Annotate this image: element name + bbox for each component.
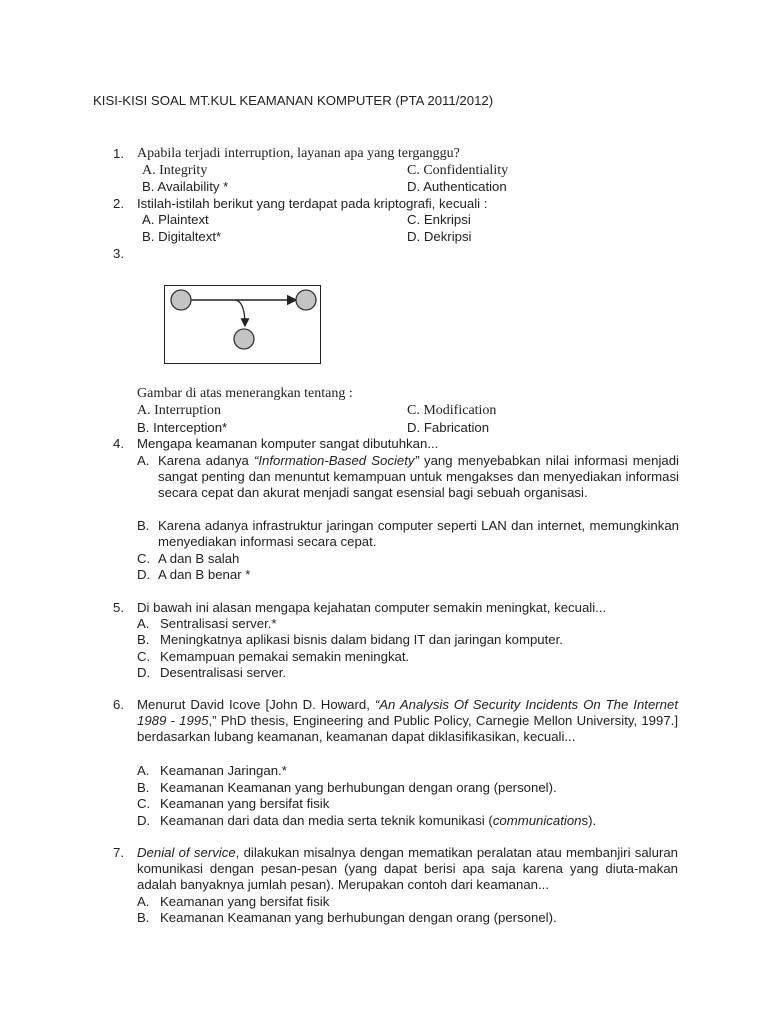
q4-option-b-text: Karena adanya infrastruktur jaringan computer seperti LAN dan internet, memungkinkan menyediakan informasi secara cepat. (158, 518, 679, 549)
q7-number: 7. (113, 845, 124, 860)
q7-option-b-text: Keamanan Keamanan yang berhubungan dengan orang (personel). (160, 910, 557, 925)
q6-number: 6. (113, 697, 124, 712)
q1-option-a: A. Integrity (142, 163, 208, 178)
q3-text: Gambar di atas menerangkan tentang : (137, 386, 353, 401)
q5-option-c-text: Kemampuan pemakai semakin meningkat. (160, 649, 410, 664)
q6-option-a-text: Keamanan Jaringan.* (160, 763, 287, 778)
q6-option-b-label: B. (137, 780, 150, 795)
q5-text: Di bawah ini alasan mengapa kejahatan computer semakin meningkat, kecuali... (137, 600, 607, 615)
source-node (171, 290, 191, 310)
page-title: KISI-KISI SOAL MT.KUL KEAMANAN KOMPUTER (PTA 2011/2012) (93, 93, 494, 108)
q4-option-b-label: B. (137, 518, 150, 533)
q7-option-b-label: B. (137, 910, 150, 925)
q6-option-b-text: Keamanan Keamanan yang berhubungan dengan orang (personel). (160, 780, 557, 795)
q2-text: Istilah-istilah berikut yang terdapat pada kriptografi, kecuali : (137, 196, 488, 211)
q5-option-a-label: A. (137, 616, 150, 631)
q1-option-d: D. Authentication (407, 179, 507, 194)
q5-option-c-label: C. (137, 649, 151, 664)
q6-text: Menurut David Icove [John D. Howard, “An Analysis Of Security Incidents On The Internet 1989 - 1995,” PhD thesis, Engineering and Public Policy, Carnegie Mellon University, 1997.] berdasarkan lubang keamanan, keamanan dapat diklasifikasikan, kecuali... (137, 697, 679, 744)
q3-number: 3. (113, 246, 124, 261)
q5-option-a-text: Sentralisasi server.* (160, 616, 277, 631)
q3-option-a: A. Interruption (137, 403, 221, 418)
interception-diagram (164, 285, 321, 364)
q1-number: 1. (113, 146, 124, 161)
q1-text: Apabila terjadi interruption, layanan apa yang terganggu? (137, 146, 460, 161)
q5-option-b-label: B. (137, 632, 150, 647)
destination-node (296, 290, 316, 310)
q5-number: 5. (113, 600, 124, 615)
intercept-arrow (235, 300, 245, 326)
q4-option-a-label: A. (137, 453, 150, 468)
q4-text: Mengapa keamanan komputer sangat dibutuhkan... (137, 436, 439, 451)
q2-option-a: A. Plaintext (142, 212, 209, 227)
q5-option-b-text: Meningkatnya aplikasi bisnis dalam bidang IT dan jaringan komputer. (160, 632, 563, 647)
q7-option-a-text: Keamanan yang bersifat fisik (160, 894, 330, 909)
q5-option-d-label: D. (137, 665, 151, 680)
q4-option-c-text: A dan B salah (158, 551, 240, 566)
q1-option-b: B. Availability * (142, 179, 229, 194)
q6-option-c-text: Keamanan yang bersifat fisik (160, 796, 330, 811)
q5-option-d-text: Desentralisasi server. (160, 665, 287, 680)
q4-option-c-label: C. (137, 551, 151, 566)
q7-text: Denial of service, dilakukan misalnya dengan mematikan peralatan atau membanjiri saluran komunikasi dengan pesan-pesan (yang dapat berisi apa saja karena yang diuta-makan adalah banyaknya jumlah pesan). Merupakan contoh dari keamanan... (137, 845, 678, 892)
q4-option-a-text: Karena adanya “Information-Based Society” yang menyebabkan nilai informasi menjadi sangat penting dan menuntut kemampuan untuk mengakses dan menyediakan informasi secara cepat dan akurat menjadi sangat esensial bagi sebuah organisasi. (158, 453, 679, 500)
interceptor-node (234, 329, 254, 349)
q7-option-a-label: A. (137, 894, 150, 909)
q3-option-c: C. Modification (407, 403, 497, 418)
q6-option-c-label: C. (137, 796, 151, 811)
q1-option-c: C. Confidentiality (407, 163, 509, 178)
q3-option-d: D. Fabrication (407, 420, 490, 435)
q6-option-d-label: D. (137, 813, 151, 828)
q2-option-b: B. Digitaltext* (142, 229, 222, 244)
q6-option-a-label: A. (137, 763, 150, 778)
q4-option-d-label: D. (137, 567, 151, 582)
q2-option-d: D. Dekripsi (407, 229, 472, 244)
q4-option-d-text: A dan B benar * (158, 567, 251, 582)
q6-option-d-text: Keamanan dari data dan media serta teknik komunikasi (communications). (160, 813, 597, 828)
q2-option-c: C. Enkripsi (407, 212, 471, 227)
q4-number: 4. (113, 436, 124, 451)
q3-option-b: B. Interception* (137, 420, 228, 435)
q2-number: 2. (113, 196, 124, 211)
